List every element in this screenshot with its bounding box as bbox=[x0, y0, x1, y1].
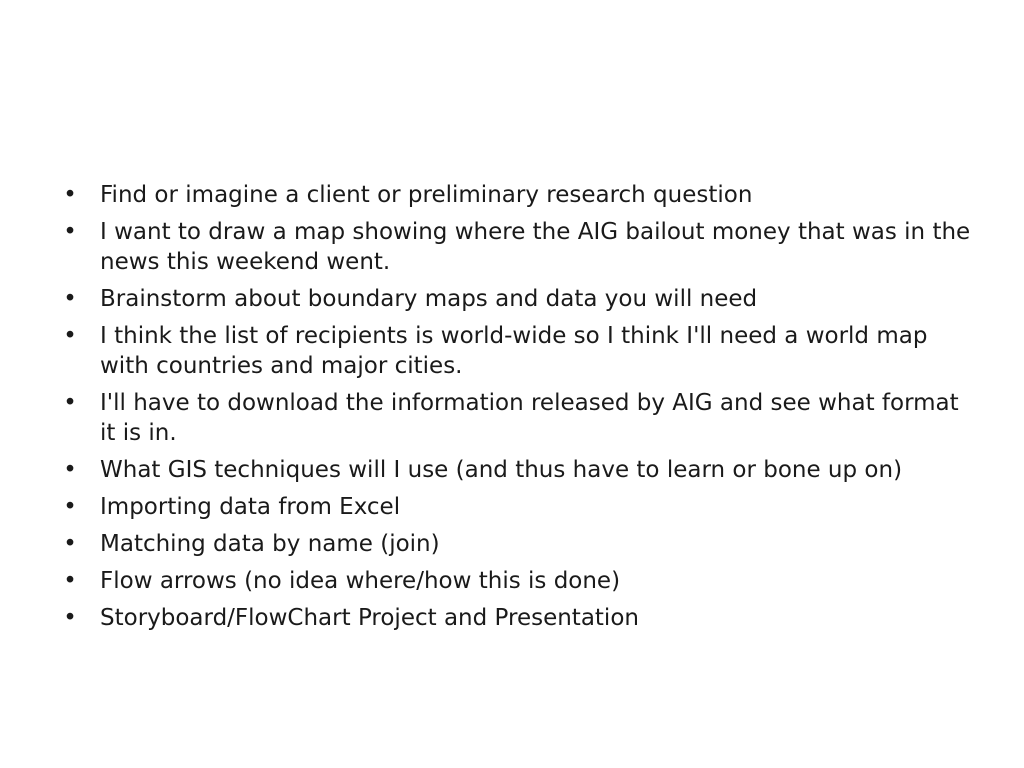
bullet-item bbox=[56, 455, 976, 485]
bullet-text: Importing data from Excel bbox=[100, 494, 401, 520]
bullet-icon: • bbox=[63, 219, 77, 245]
bullet-item bbox=[56, 284, 976, 314]
bullet-item bbox=[56, 603, 976, 633]
bullet-text: What GIS techniques will I use (and thus have to learn or bone up on) bbox=[100, 457, 903, 483]
bullet-icon: • bbox=[63, 605, 77, 631]
bullet-icon: • bbox=[63, 568, 77, 594]
bullet-item bbox=[56, 529, 976, 559]
bullet-item bbox=[56, 321, 976, 381]
bullet-list bbox=[56, 180, 976, 640]
bullet-text: I think the list of recipients is world-wide so I think I'll need a world map with countries and major cities. bbox=[100, 323, 928, 379]
bullet-text: I'll have to download the information released by AIG and see what format it is in. bbox=[100, 390, 959, 446]
bullet-icon: • bbox=[63, 390, 77, 416]
bullet-icon: • bbox=[63, 457, 77, 483]
bullet-item bbox=[56, 492, 976, 522]
bullet-icon: • bbox=[63, 531, 77, 557]
bullet-icon: • bbox=[63, 494, 77, 520]
bullet-item bbox=[56, 388, 976, 448]
bullet-icon: • bbox=[63, 182, 77, 208]
bullet-text: Storyboard/FlowChart Project and Presentation bbox=[100, 605, 639, 631]
bullet-text: Brainstorm about boundary maps and data you will need bbox=[100, 286, 758, 312]
bullet-icon: • bbox=[63, 323, 77, 349]
bullet-text: I want to draw a map showing where the AIG bailout money that was in the news this weekend went. bbox=[100, 219, 971, 275]
bullet-item bbox=[56, 566, 976, 596]
bullet-icon: • bbox=[63, 286, 77, 312]
bullet-text: Find or imagine a client or preliminary research question bbox=[100, 182, 753, 208]
bullet-text: Flow arrows (no idea where/how this is done) bbox=[100, 568, 621, 594]
bullet-text: Matching data by name (join) bbox=[100, 531, 440, 557]
bullet-item bbox=[56, 180, 976, 210]
bullet-item bbox=[56, 217, 976, 277]
